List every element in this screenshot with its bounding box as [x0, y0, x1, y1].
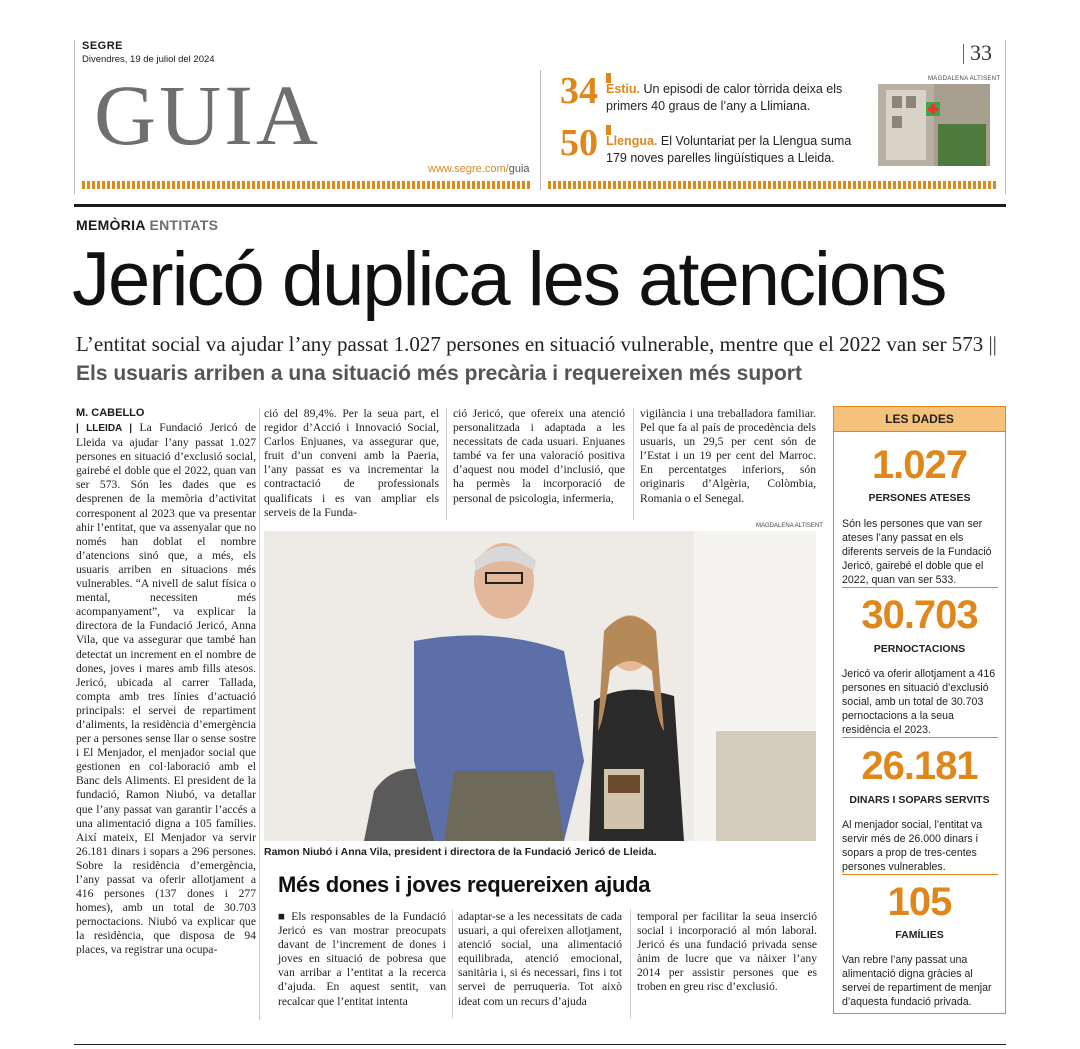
stat-value: 30.703	[861, 593, 978, 637]
header-dash-bar-left	[82, 181, 532, 189]
article-column-2: ció del 89,4%. Per la seua part, el regidor d’Acció i Innovació Social, Carlos Enjuanes, va assegurar que, fruit d’un conveni amb la Paeria, l’any passat es va incrementar la contractació de professionals qualificats i es van ampliar els serveis de la Funda-	[264, 407, 439, 519]
stat-description: Van rebre l’any passat una alimentació digna gràcies al servei de repartiment de menjar d’aquesta fundació privada.	[842, 954, 992, 1008]
column-1-text: La Fundació Jericó de Lleida va ajudar l’any passat 1.027 persones en situació d’exclusió social, gairebé el doble que el 2022, quan van ser 573. Són les dades que es desprenen de la memòria d’activitat corresponent al 2023 que va presentar ahir l’entitat, que va assenyalar que no només han doblat el nombre d’atencions sinó que, a més, els usuaris arriben en situacions més vulnerables. “A nivell de salut física o mental, necessiten més acompanyament”, va explicar la directora de la Fundació Jericó, Anna Vila, que va assegurar que també han detectat un increment en el nombre de dones, joves i mares amb fills atesos. Jericó, ubicada al carrer Tallada, compta amb tres línies d’actuació principals: el servei de repartiment d’aliments, la residència d’emergència per a persones sense llar o sense sostre i El Menjador, el menjador social que gestionen en col·laboració amb el Banc dels Aliments. El president de la fundació, Ramon Niubó, va detallar que l’any passat van garantir l’accés a una alimentació digna a 105 famílies. Així mateix, El Menjador va servir 26.181 dinars i sopars a 296 persones. Sobre la residència d’emergència, l’any passat va oferir allotjament a 416 persones (137 dones i 277 homes), amb un total de 30.703 pernoctacions. Niubó va explicar que la residència, que disposa de 94 places, va registrar una ocupa-	[76, 421, 256, 957]
dateline: | LLEIDA |	[76, 423, 133, 434]
section-title: GUIA	[94, 67, 321, 163]
teaser-body: El Voluntariat per la Llengua suma 179 noves parelles lingüístiques a Lleida.	[606, 134, 852, 165]
byline: M. CABELLO	[76, 407, 145, 419]
article-standfirst	[76, 330, 1006, 388]
stat-label: FAMÍLIES	[895, 929, 944, 941]
stat-value: 105	[887, 880, 952, 924]
article-kicker	[76, 217, 218, 233]
teaser-photo[interactable]	[878, 84, 990, 166]
pharmacy-street-image	[878, 84, 990, 166]
standfirst-main: L’entitat social va ajudar l’any passat 1.027 persones en situació vulnerable, mentre que el 2022 van ser 573	[76, 332, 989, 356]
teaser-label: Llengua.	[606, 134, 658, 148]
newspaper-name: SEGRE	[82, 40, 124, 52]
column-rule	[633, 408, 634, 520]
stat-divider	[842, 587, 998, 588]
column-rule	[259, 408, 260, 1020]
teaser-text[interactable]	[606, 81, 864, 115]
main-photo[interactable]	[264, 531, 816, 841]
teaser-label: Estiu.	[606, 82, 641, 96]
subsection-column-2: adaptar-se a les necessitats de cada usuari, a qui ofereixen allotjament, atenció social, una alimentació equilibrada, atenció emocional, sanitària i, si és necessari, fins i tot servei de perruqueria. Tot això ideat com un recurs d’ajuda	[458, 910, 622, 1008]
issue-date: Divendres, 19 de juliol del 2024	[82, 54, 215, 65]
subsection-column-1-text: Els responsables de la Fundació Jericó es van mostrar preocupats davant de l’increment de dones i joves en situació de pobresa que van arribar a l’entitat a la recerca d’ajuda. En aquest sentit, van recalcar que l’entitat intenta	[278, 910, 446, 1008]
article-column-3: ció Jericó, que ofereix una atenció personalitzada i adaptada a les necessitats de cada usuari. Enjuanes també va fer una valoració positiva d’aquest nou model d’inclusió, que ha permès la incorporació de personal de psicologia, infermeria,	[453, 407, 625, 505]
teaser-page-number[interactable]: 50	[560, 122, 598, 164]
stat-value: 1.027	[871, 443, 968, 487]
stat-description: Jericó va oferir allotjament a 416 persones en situació d’exclusió social, amb un total de 30.703 pernoctacions a la seua residència el 2023.	[842, 668, 996, 736]
stat-label: PERSONES ATESES	[868, 492, 971, 504]
small-photo-credit: MAGDALENA ALTISENT	[928, 76, 1001, 82]
stat-divider	[842, 737, 998, 738]
two-people-portrait-image	[264, 531, 816, 841]
page-number: 33	[970, 40, 992, 65]
standfirst-separator: ||	[988, 332, 997, 356]
stat-divider	[842, 874, 998, 875]
header-dash-bar-right	[548, 181, 998, 189]
stat-value: 26.181	[861, 744, 978, 788]
page-bottom-rule	[74, 1044, 1006, 1045]
header-rule	[74, 204, 1006, 207]
subsection-heading: Més dones i joves requereixen ajuda	[278, 872, 651, 897]
column-rule	[446, 408, 447, 520]
stat-description: Al menjador social, l’entitat va servir més de 26.000 dinars i sopars a prop de tres-centes persones vulnerables.	[842, 819, 983, 873]
header-divider	[540, 70, 541, 190]
stat-label: PERNOCTACIONS	[873, 643, 966, 655]
standfirst-emphasis: Els usuaris arriben a una situació més precària i requereixen més suport	[76, 362, 802, 385]
column-rule	[630, 910, 631, 1018]
kicker-main: MEMÒRIA	[76, 217, 146, 233]
stat-description: Són les persones que van ser ateses l’any passat en els diferents serveis de la Fundació Jericó, gairebé el doble que el 2022, quan van ser 533.	[842, 518, 992, 586]
article-headline: Jericó duplica les atencions	[72, 237, 946, 322]
kicker-sub: ENTITATS	[149, 217, 219, 233]
sidebar-title: LES DADES	[833, 406, 1006, 432]
article-column-1	[76, 421, 256, 1021]
column-rule	[452, 910, 453, 1018]
teaser-text[interactable]	[606, 133, 864, 167]
stat-label: DINARS I SOPARS SERVITS	[849, 794, 990, 806]
url-prefix: www.segre.com/	[428, 163, 509, 175]
section-url[interactable]	[428, 163, 530, 175]
subsection-column-3: temporal per facilitar la seua inserció social i incorporació al món laboral. Jericó és una fundació privada sense ànim de lucre que va nàixer l’any 2014 per assistir persones que es troben en greu risc d’exclusió.	[637, 910, 817, 994]
page-number-divider	[963, 44, 964, 64]
url-suffix: guia	[508, 163, 530, 175]
photo-credit: MAGDALENA ALTISENT	[756, 523, 823, 529]
article-column-4: vigilància i una treballadora familiar. Pel que fa al país de procedència dels usuaris, un 29,5 per cent són de l’Estat i un 19 per cent del Marroc. En percentatges inferiors, són originaris d’Algèria, Colòmbia, Romania o el Senegal.	[640, 407, 816, 505]
paragraph-marker: ■	[278, 910, 292, 923]
teaser-body: Un episodi de calor tòrrida deixa els primers 40 graus de l’any a Llimiana.	[606, 82, 843, 113]
teaser-page-number[interactable]: 34	[560, 70, 598, 112]
subsection-column-1	[278, 910, 446, 1009]
photo-caption: Ramon Niubó i Anna Vila, president i directora de la Fundació Jericó de Lleida.	[264, 846, 657, 858]
